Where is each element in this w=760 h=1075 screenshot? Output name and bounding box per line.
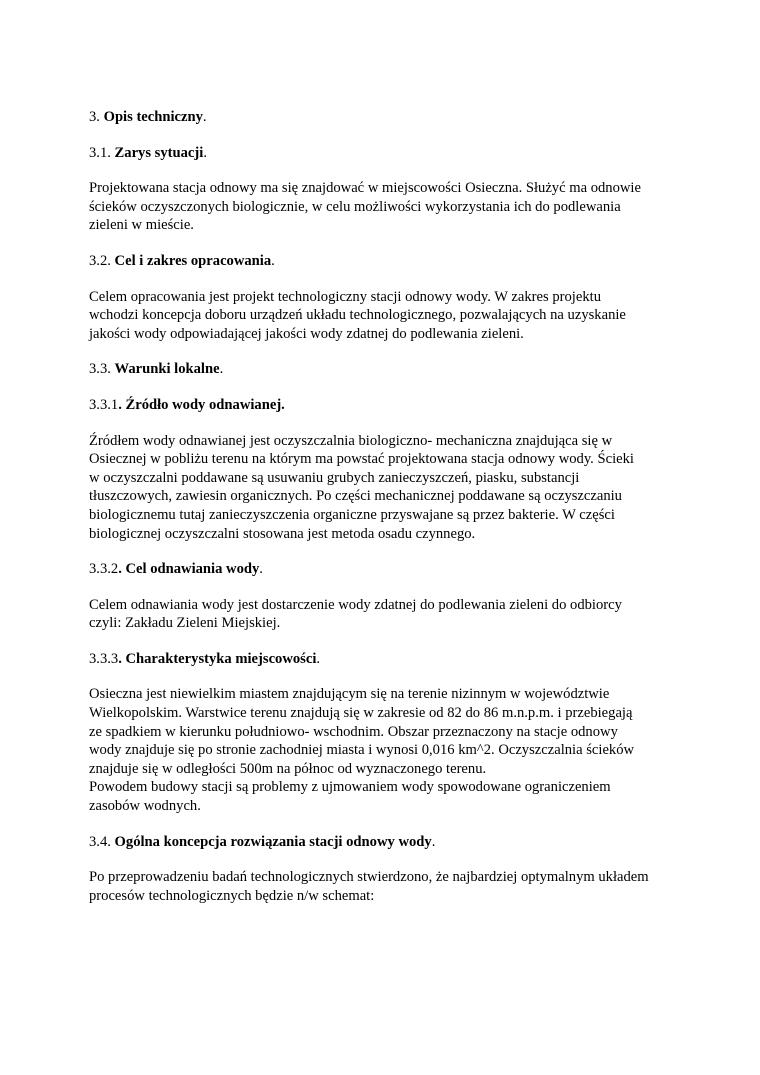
- section-heading-3-2: [89, 252, 689, 271]
- text-line: zasobów wodnych.: [89, 798, 201, 815]
- text-line: wody znajduje się po stronie zachodniej miasta i wynosi 0,016 km^2. Oczyszczalnia ścieków: [89, 742, 635, 759]
- section-title-end: .: [202, 109, 207, 125]
- text-line: Powodem budowy stacji są problemy z ujmowaniem wody spowodowane ograniczeniem: [89, 779, 611, 796]
- text-line: Po przeprowadzeniu badań technologicznych stwierdzono, że najbardziej optymalnym układem: [89, 869, 649, 886]
- section-heading-3-3-3: [89, 650, 689, 669]
- section-title: . Charakterystyka miejscowości: [118, 650, 317, 667]
- text-line: biologicznemu tutaj zanieczyszczenia organiczne przyswajane są przez bakterie. W części: [89, 506, 615, 523]
- section-heading-3: [89, 108, 689, 127]
- section-title-end: .: [271, 252, 275, 269]
- section-title: . Źródło wody odnawianej.: [118, 396, 285, 413]
- text-line: wchodzi koncepcja doboru urządzeń układu technologicznego, pozwalających na uzyskanie: [89, 307, 626, 324]
- section-number: 3.3.2: [89, 561, 119, 578]
- text-line: jakości wody odpowiadającej jakości wody zdatnej do podlewania zieleni.: [89, 325, 524, 342]
- paragraph-3-3-1: [89, 432, 689, 544]
- section-number: 3.3.3: [89, 650, 119, 667]
- text-line: Wielkopolskim. Warstwice terenu znajdują się w zakresie od 82 do 86 m.n.p.m. i przebiegają: [89, 705, 633, 722]
- section-heading-3-3-2: [89, 560, 689, 579]
- text-line: w oczyszczalni poddawane są usuwaniu grubych zanieczyszczeń, piasku, substancji: [89, 469, 580, 486]
- section-number: 3.3.1: [89, 396, 119, 413]
- section-number: 3.3.: [89, 361, 115, 378]
- section-title: Cel i zakres opracowania: [114, 252, 272, 269]
- text-line: czyli: Zakładu Zieleni Miejskiej.: [89, 615, 281, 632]
- text-line: ścieków oczyszczonych biologicznie, w celu możliwości wykorzystania ich do podlewania: [89, 198, 621, 215]
- text-line: Celem odnawiania wody jest dostarczenie wody zdatnej do podlewania zieleni do odbiorcy: [89, 596, 622, 613]
- section-title: Ogólna koncepcja rozwiązania stacji odnowy wody: [114, 833, 432, 850]
- text-line: biologicznej oczyszczalni stosowana jest metoda osadu czynnego.: [89, 525, 476, 542]
- section-title: Opis techniczny: [103, 109, 203, 125]
- text-line: Projektowana stacja odnowy ma się znajdować w miejscowości Osieczna. Służyć ma odnowie: [89, 180, 641, 197]
- paragraph-3-3-3: [89, 685, 689, 815]
- section-heading-3-1: [89, 144, 689, 163]
- document-page: [89, 108, 689, 905]
- section-number: 3.2.: [89, 252, 115, 269]
- section-heading-3-3: [89, 360, 689, 379]
- section-title-end: .: [203, 144, 207, 161]
- section-title-end: .: [259, 561, 263, 578]
- section-title: . Cel odnawiania wody: [118, 561, 260, 578]
- paragraph-3-2: [89, 288, 689, 344]
- text-line: procesów technologicznych będzie n/w schemat:: [89, 887, 375, 904]
- text-line: Celem opracowania jest projekt technologiczny stacji odnowy wody. W zakres projektu: [89, 288, 601, 305]
- section-title-end: .: [316, 650, 321, 667]
- text-line: zieleni w mieście.: [89, 217, 194, 234]
- section-number: 3.1.: [89, 144, 115, 161]
- text-line: Osieczna jest niewielkim miastem znajdującym się na terenie nizinnym w województwie: [89, 686, 610, 703]
- section-title: Warunki lokalne: [114, 361, 220, 378]
- paragraph-3-4: [89, 868, 689, 905]
- section-title-end: .: [219, 361, 224, 378]
- section-number: 3.: [89, 109, 104, 125]
- section-title: Zarys sytuacji: [114, 144, 204, 161]
- text-line: ze spadkiem w kierunku południowo- wschodnim. Obszar przeznaczony na stacje odnowy: [89, 723, 618, 740]
- text-line: Źródłem wody odnawianej jest oczyszczalnia biologiczno- mechaniczna znajdująca się w: [89, 432, 613, 449]
- text-line: tłuszczowych, zawiesin organicznych. Po części mechanicznej poddawane są oczyszczaniu: [89, 488, 622, 505]
- section-number: 3.4.: [89, 833, 115, 850]
- section-heading-3-4: [89, 833, 689, 852]
- paragraph-3-1: [89, 179, 689, 235]
- text-line: znajduje się w odległości 500m na północ od wyznaczonego terenu.: [89, 760, 487, 777]
- section-title-end: .: [431, 833, 436, 850]
- section-heading-3-3-1: [89, 396, 689, 415]
- paragraph-3-3-2: [89, 596, 689, 633]
- text-line: Osiecznej w pobliżu terenu na którym ma powstać projektowana stacja odnowy wody. Ścieki: [89, 451, 634, 468]
